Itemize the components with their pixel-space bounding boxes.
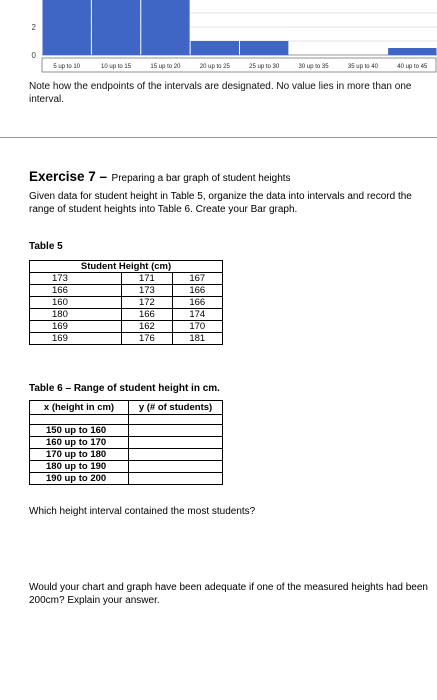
table6 bbox=[29, 400, 223, 485]
bar-4 bbox=[240, 41, 288, 55]
table6-row bbox=[30, 461, 223, 473]
y-tick-label: 0 bbox=[31, 51, 36, 60]
table6-row bbox=[30, 473, 223, 485]
table6-row bbox=[30, 425, 223, 437]
table6-col-x: x (height in cm) bbox=[30, 401, 129, 415]
chart-note: Note how the endpoints of the intervals are designated. No value lies in more than one interval. bbox=[29, 81, 412, 105]
table5-row bbox=[30, 273, 223, 285]
table5-cell: 166 bbox=[30, 285, 122, 297]
table5-cell: 170 bbox=[172, 321, 222, 333]
table5-cell: 160 bbox=[30, 297, 122, 309]
category-label: 35 up to 40 bbox=[347, 64, 378, 70]
table5-cell: 176 bbox=[122, 333, 172, 345]
bar-7 bbox=[388, 48, 436, 55]
bar-chart bbox=[0, 0, 437, 80]
table6-count-cell[interactable] bbox=[129, 461, 223, 473]
table5-cell: 167 bbox=[172, 273, 222, 285]
table5-cell: 173 bbox=[30, 273, 122, 285]
table6-row bbox=[30, 437, 223, 449]
category-label: 40 up to 45 bbox=[397, 64, 428, 70]
exercise-title: Exercise 7 – bbox=[29, 169, 108, 184]
table5 bbox=[29, 260, 223, 345]
table6-col-y: y (# of students) bbox=[129, 401, 223, 415]
table6-interval-cell: 170 up to 180 bbox=[30, 449, 129, 461]
table5-cell: 173 bbox=[122, 285, 172, 297]
table6-blank-cell bbox=[129, 415, 223, 425]
category-label: 20 up to 25 bbox=[199, 64, 230, 70]
table6-interval-cell: 180 up to 190 bbox=[30, 461, 129, 473]
exercise-subtitle: Preparing a bar graph of student heights bbox=[111, 173, 291, 184]
section-divider bbox=[0, 137, 437, 138]
category-label: 30 up to 35 bbox=[298, 64, 329, 70]
table5-cell: 180 bbox=[30, 309, 122, 321]
bar-0 bbox=[43, 0, 91, 55]
table5-row bbox=[30, 297, 223, 309]
table6-count-cell[interactable] bbox=[129, 473, 223, 485]
table6-label: Table 6 – Range of student height in cm. bbox=[29, 383, 220, 394]
y-tick-label: 2 bbox=[31, 23, 36, 32]
category-label: 10 up to 15 bbox=[101, 64, 132, 70]
table6-count-cell[interactable] bbox=[129, 425, 223, 437]
question-1: Which height interval contained the most students? bbox=[29, 506, 256, 517]
table5-cell: 171 bbox=[122, 273, 172, 285]
category-label: 25 up to 30 bbox=[249, 64, 280, 70]
table6-row bbox=[30, 449, 223, 461]
table5-header: Student Height (cm) bbox=[30, 261, 223, 273]
table6-interval-cell: 190 up to 200 bbox=[30, 473, 129, 485]
exercise-instructions: Given data for student height in Table 5, organize the data into intervals and record the range of student heights into Table 6. Create your Bar graph. bbox=[29, 191, 412, 215]
bar-1 bbox=[92, 0, 140, 55]
question-2: Would your chart and graph have been adequate if one of the measured heights had been 200cm? Explain your answer. bbox=[29, 582, 428, 606]
table5-label: Table 5 bbox=[29, 241, 63, 252]
table5-cell: 174 bbox=[172, 309, 222, 321]
bar-3 bbox=[191, 41, 239, 55]
table6-interval-cell: 160 up to 170 bbox=[30, 437, 129, 449]
table5-cell: 166 bbox=[172, 285, 222, 297]
table5-row bbox=[30, 321, 223, 333]
table6-blank-cell bbox=[30, 415, 129, 425]
table5-cell: 169 bbox=[30, 321, 122, 333]
table5-cell: 172 bbox=[122, 297, 172, 309]
table5-cell: 162 bbox=[122, 321, 172, 333]
table6-count-cell[interactable] bbox=[129, 437, 223, 449]
table5-cell: 181 bbox=[172, 333, 222, 345]
category-label: 5 up to 10 bbox=[53, 64, 81, 70]
table5-cell: 169 bbox=[30, 333, 122, 345]
table5-row bbox=[30, 309, 223, 321]
table5-row bbox=[30, 285, 223, 297]
exercise-heading bbox=[29, 168, 429, 186]
chart-svg bbox=[0, 0, 437, 80]
table5-row bbox=[30, 333, 223, 345]
table6-count-cell[interactable] bbox=[129, 449, 223, 461]
category-label: 15 up to 20 bbox=[150, 64, 181, 70]
table6-interval-cell: 150 up to 160 bbox=[30, 425, 129, 437]
table5-cell: 166 bbox=[122, 309, 172, 321]
bar-2 bbox=[141, 0, 189, 55]
table5-cell: 166 bbox=[172, 297, 222, 309]
